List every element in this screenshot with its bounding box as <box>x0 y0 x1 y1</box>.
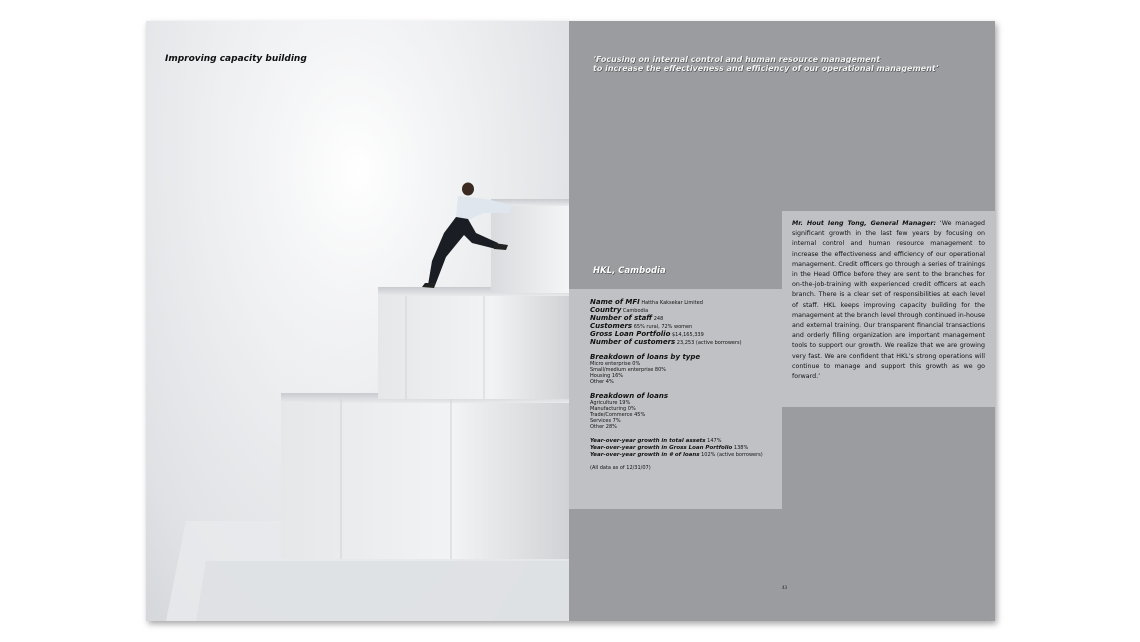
fact-row <box>590 322 776 330</box>
fact-label: Customers <box>590 322 633 330</box>
growth-label: Year-over-year growth in total assets <box>590 438 706 444</box>
loan-sector-item: Manufacturing 0% <box>590 406 636 412</box>
fact-value: Cambodia <box>622 308 649 314</box>
fact-value: 248 <box>653 316 664 322</box>
loan-type-item: Other 4% <box>590 379 614 385</box>
fact-row <box>590 298 776 306</box>
manager-quote-text: ‘We managed significant growth in the last few years by focusing on internal control and human resource management to increase the effectiveness and efficiency of our operational management. Credit officers go through a series of trainings in the Head Office before they are sent to the branches for on-the-job-training with experienced credit officers at each branch. There is a clear set of responsibilities at each level of staff. HKL keeps improving capacity building for the management at the branch level through continued in-house and external training. Our transparent financial transactions and orderly filling organization are important management tools to support our growth. We realize that we are growing very fast. We are confident that HKL’s strong operations will continue to manage and support this growth as we go forward.’ <box>792 220 985 381</box>
fact-label: Number of customers <box>590 338 676 346</box>
manager-quote <box>792 219 985 382</box>
growth-stats <box>590 438 776 459</box>
fact-row <box>590 306 776 314</box>
growth-value: 102% (active borrowers) <box>701 452 763 458</box>
brochure-spread <box>146 21 995 621</box>
pull-quote <box>593 55 973 73</box>
left-page <box>146 21 569 621</box>
fact-row <box>590 330 776 338</box>
fact-label: Name of MFI <box>590 298 640 306</box>
page-number: 43 <box>782 585 788 590</box>
growth-value: 138% <box>733 445 749 451</box>
loan-type-item: Housing 16% <box>590 373 624 379</box>
loan-sector-item: Trade/Commerce 45% <box>590 412 646 418</box>
growth-row <box>590 438 776 445</box>
mfi-facts-panel <box>569 289 782 509</box>
loan-sector-item: Agriculture 19% <box>590 400 631 406</box>
manager-quote-panel <box>782 211 995 407</box>
fact-value: 65% rural, 72% women <box>633 324 693 330</box>
fact-value: Hattha Kaksekar Limited <box>641 300 703 306</box>
loan-sector-item: Services 7% <box>590 418 621 424</box>
growth-row <box>590 445 776 452</box>
pull-quote-line-1: ‘Focusing on internal control and human resource management <box>593 55 881 64</box>
pull-quote-line-2: to increase the effectiveness and efficiency of our operational management’ <box>593 64 939 73</box>
loans-by-type-title: Breakdown of loans by type <box>590 353 701 361</box>
fact-label: Number of staff <box>590 314 653 322</box>
loan-type-item: Micro enterprise 0% <box>590 361 641 367</box>
loan-type-item: Small/medium enterprise 80% <box>590 367 667 373</box>
growth-row <box>590 452 776 459</box>
fact-label: Gross Loan Portfolio <box>590 330 671 338</box>
right-page <box>569 21 995 621</box>
page-heading: Improving capacity building <box>165 54 307 64</box>
fact-value: $14,165,339 <box>671 332 704 338</box>
growth-value: 147% <box>707 438 722 444</box>
manager-name: Mr. Hout Ieng Tong, General Manager: <box>792 220 936 227</box>
fact-row <box>590 314 776 322</box>
climbing-steps-photo <box>146 21 569 621</box>
growth-label: Year-over-year growth in Gross Loan Portfolio <box>590 445 733 451</box>
loan-sector-item: Other 28% <box>590 424 617 430</box>
fact-label: Country <box>590 306 622 314</box>
growth-label: Year-over-year growth in # of loans <box>590 452 700 458</box>
mfi-title: HKL, Cambodia <box>593 266 666 276</box>
data-as-of-note: (All data as of 12/31/07) <box>590 465 651 471</box>
fact-row <box>590 338 776 346</box>
loans-breakdown-title: Breakdown of loans <box>590 392 668 400</box>
fact-value: 23,253 (active borrowers) <box>676 340 742 346</box>
